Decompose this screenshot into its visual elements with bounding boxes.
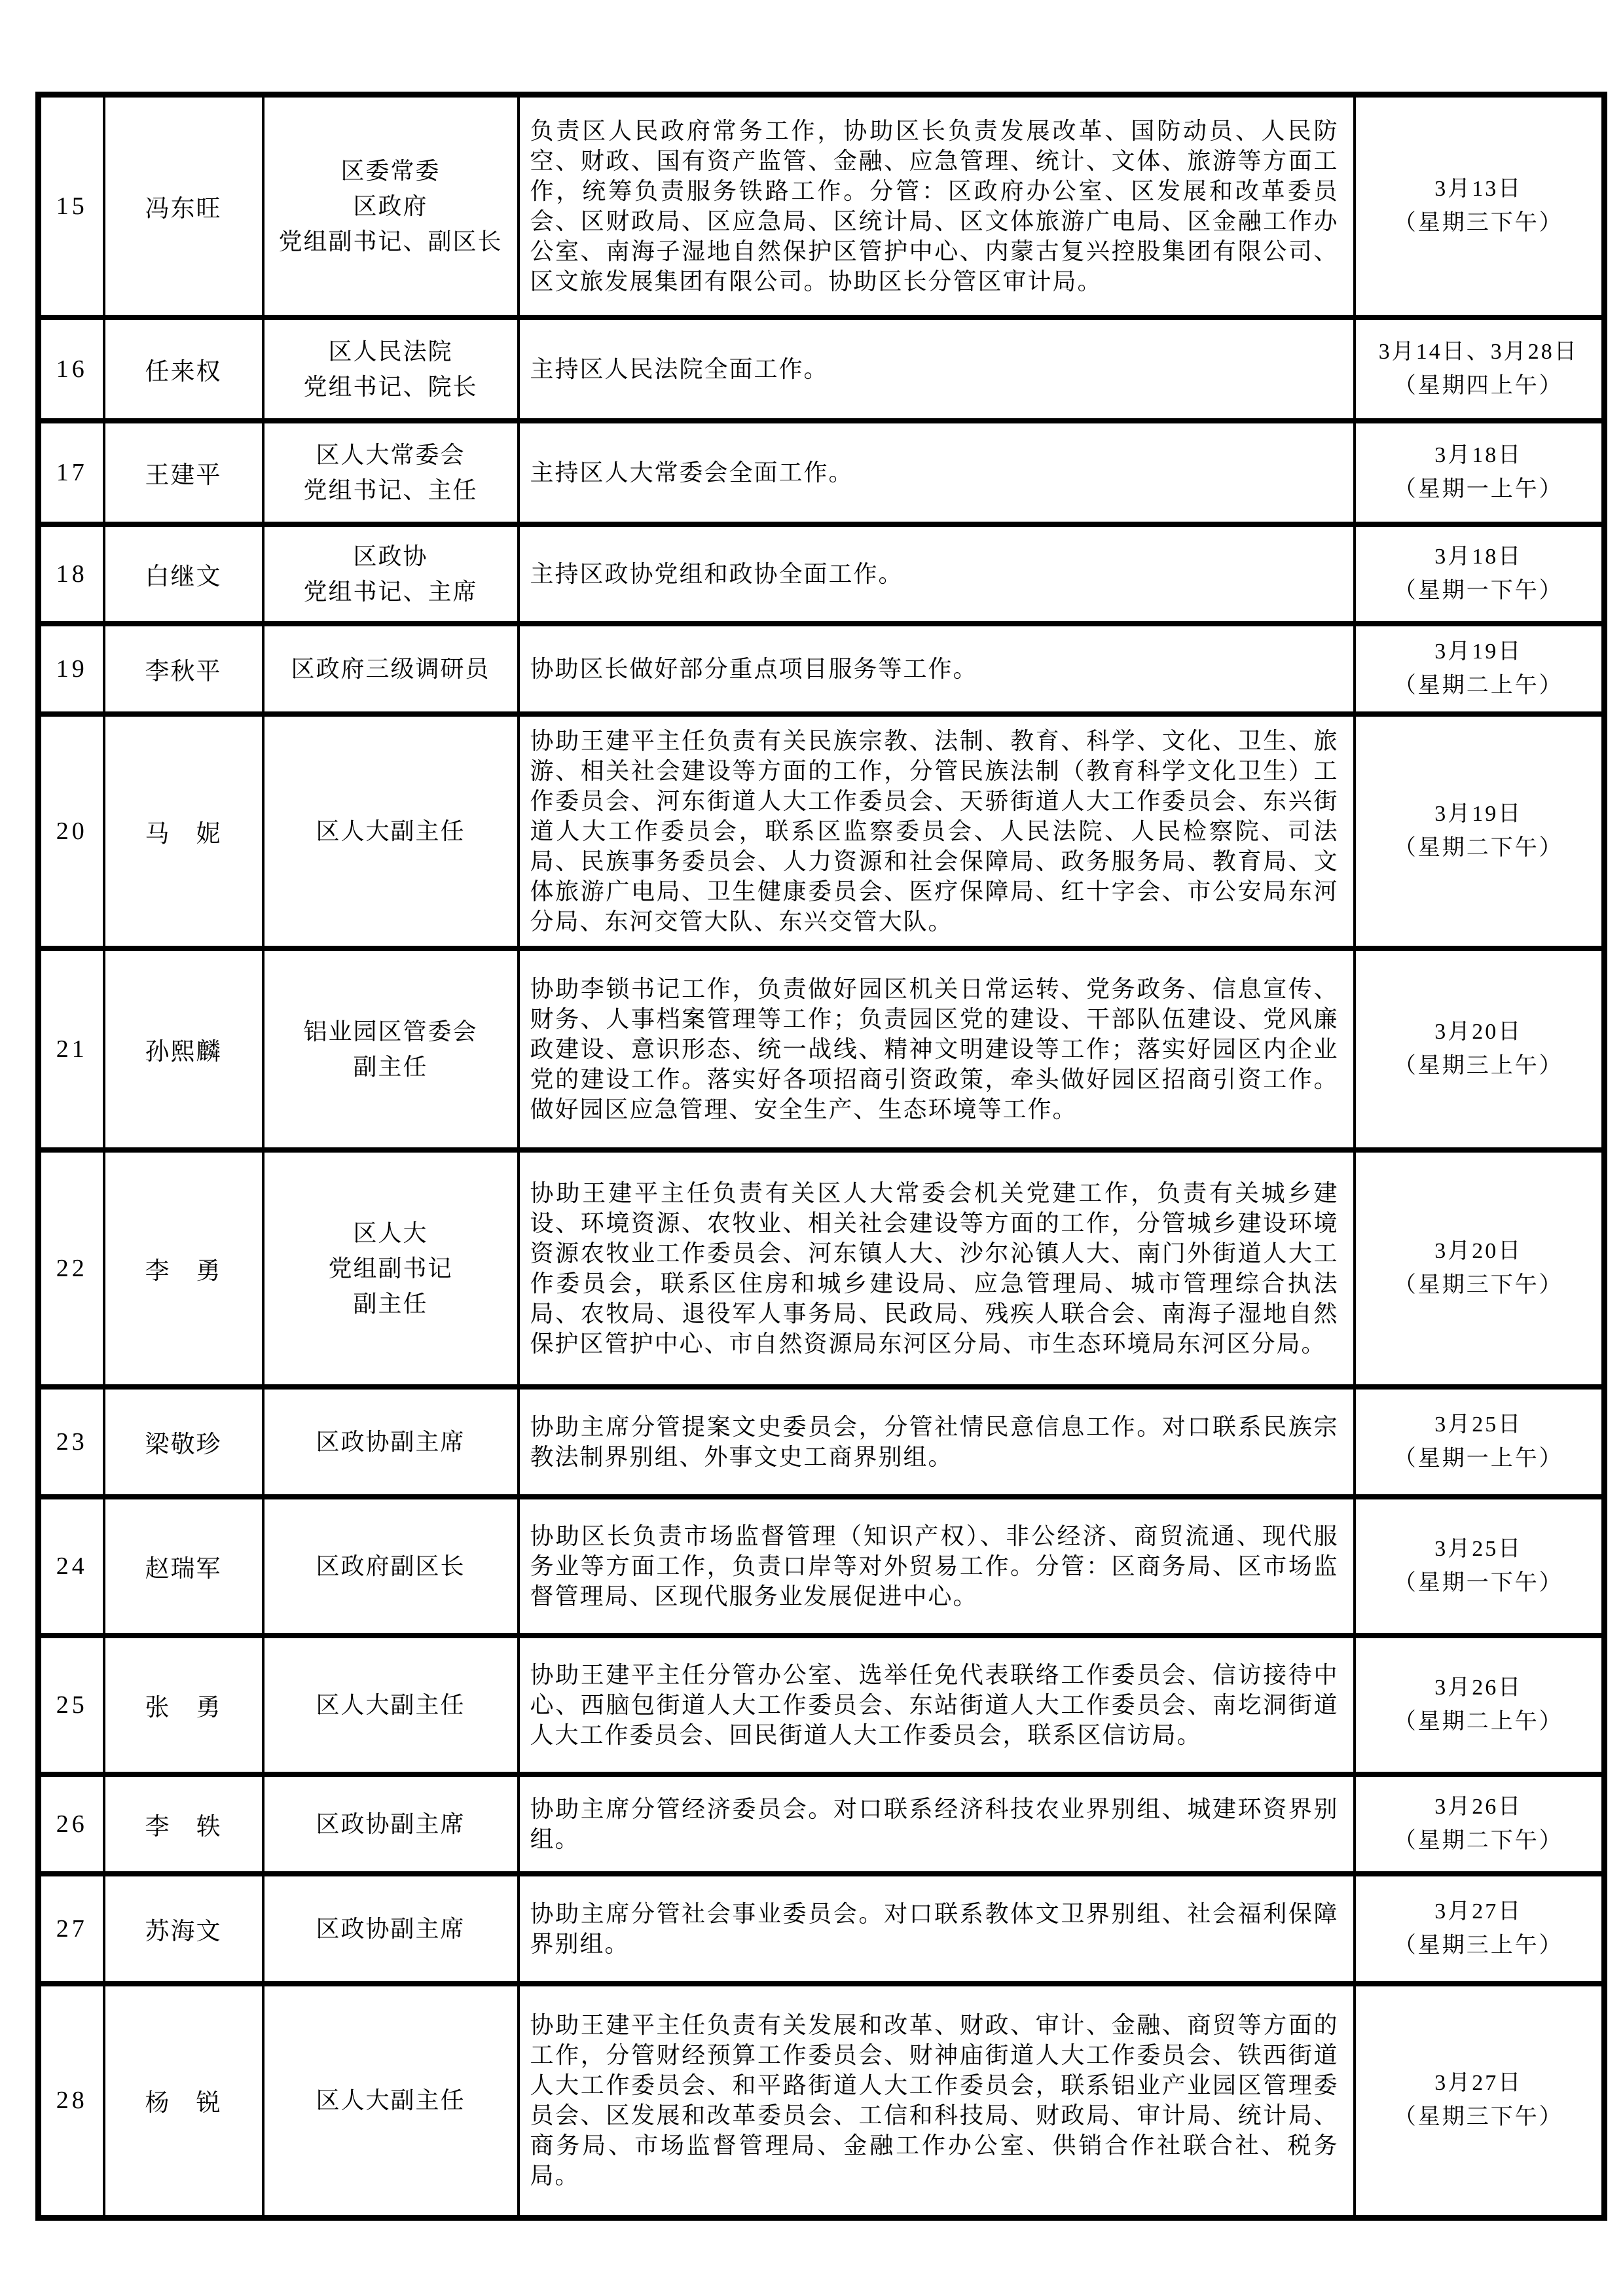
duty-cell: 协助区长负责市场监督管理（知识产权）、非公经济、商贸流通、现代服务业等方面工作，负责口岸等对外贸易工作。分管：区商务局、区市场监督管理局、区现代服务业发展促进中心。: [519, 1497, 1355, 1636]
position-cell: 区委常委 区政府 党组副书记、副区长: [263, 95, 519, 317]
duty-cell: 协助王建平主任分管办公室、选举任免代表联络工作委员会、信访接待中心、西脑包街道人大工作委员会、东站街道人大工作委员会、南圪洞街道人大工作委员会、回民街道人大工作委员会，联系区信访局。: [519, 1636, 1355, 1774]
name-cell: 苏海文: [104, 1874, 263, 1984]
table-row: [39, 1497, 1605, 1636]
position-cell: 区人大副主任: [263, 714, 519, 948]
row-number-cell: 23: [39, 1387, 104, 1497]
date-cell: 3月26日 （星期二下午）: [1355, 1774, 1605, 1874]
row-number-cell: 28: [39, 1984, 104, 2218]
date-cell: 3月20日 （星期三上午）: [1355, 948, 1605, 1150]
row-number-cell: 15: [39, 95, 104, 317]
date-cell: 3月18日 （星期一上午）: [1355, 421, 1605, 524]
row-number-cell: 26: [39, 1774, 104, 1874]
table-body: [39, 95, 1605, 2218]
position-cell: 区人大副主任: [263, 1636, 519, 1774]
name-cell: 冯东旺: [104, 95, 263, 317]
date-cell: 3月14日、3月28日 （星期四上午）: [1355, 317, 1605, 421]
duty-cell: 协助王建平主任负责有关民族宗教、法制、教育、科学、文化、卫生、旅游、相关社会建设等方面的工作，分管民族法制（教育科学文化卫生）工作委员会、河东街道人大工作委员会、天骄街道人大工作委员会、东兴街道人大工作委员会，联系区监察委员会、人民法院、人民检察院、司法局、民族事务委员会、人力资源和社会保障局、政务服务局、教育局、文体旅游广电局、卫生健康委员会、医疗保障局、红十字会、市公安局东河分局、东河交管大队、东兴交管大队。: [519, 714, 1355, 948]
table-row: [39, 524, 1605, 624]
name-cell: 李秋平: [104, 624, 263, 714]
position-cell: 区政协副主席: [263, 1874, 519, 1984]
name-cell: 马 妮: [104, 714, 263, 948]
duty-cell: 主持区政协党组和政协全面工作。: [519, 524, 1355, 624]
row-number-cell: 18: [39, 524, 104, 624]
row-number-cell: 16: [39, 317, 104, 421]
name-cell: 杨 锐: [104, 1984, 263, 2218]
position-cell: 区政协副主席: [263, 1387, 519, 1497]
position-cell: 区人民法院 党组书记、院长: [263, 317, 519, 421]
position-cell: 铝业园区管委会 副主任: [263, 948, 519, 1150]
name-cell: 白继文: [104, 524, 263, 624]
row-number-cell: 25: [39, 1636, 104, 1774]
table-row: [39, 714, 1605, 948]
name-cell: 梁敬珍: [104, 1387, 263, 1497]
row-number-cell: 19: [39, 624, 104, 714]
name-cell: 孙熙麟: [104, 948, 263, 1150]
position-cell: 区政府副区长: [263, 1497, 519, 1636]
table-row: [39, 1636, 1605, 1774]
table-row: [39, 317, 1605, 421]
name-cell: 李 勇: [104, 1150, 263, 1387]
date-cell: 3月27日 （星期三上午）: [1355, 1874, 1605, 1984]
date-cell: 3月20日 （星期三下午）: [1355, 1150, 1605, 1387]
name-cell: 任来权: [104, 317, 263, 421]
row-number-cell: 22: [39, 1150, 104, 1387]
date-cell: 3月19日 （星期二下午）: [1355, 714, 1605, 948]
position-cell: 区政府三级调研员: [263, 624, 519, 714]
name-cell: 张 勇: [104, 1636, 263, 1774]
date-cell: 3月25日 （星期一下午）: [1355, 1497, 1605, 1636]
name-cell: 赵瑞军: [104, 1497, 263, 1636]
duty-cell: 主持区人民法院全面工作。: [519, 317, 1355, 421]
position-cell: 区政协副主席: [263, 1774, 519, 1874]
row-number-cell: 20: [39, 714, 104, 948]
date-cell: 3月18日 （星期一下午）: [1355, 524, 1605, 624]
duty-cell: 主持区人大常委会全面工作。: [519, 421, 1355, 524]
duty-cell: 协助主席分管经济委员会。对口联系经济科技农业界别组、城建环资界别组。: [519, 1774, 1355, 1874]
table-row: [39, 95, 1605, 317]
date-cell: 3月19日 （星期二上午）: [1355, 624, 1605, 714]
name-cell: 李 轶: [104, 1774, 263, 1874]
table-row: [39, 1774, 1605, 1874]
table-row: [39, 1387, 1605, 1497]
name-cell: 王建平: [104, 421, 263, 524]
duty-cell: 协助王建平主任负责有关区人大常委会机关党建工作，负责有关城乡建设、环境资源、农牧业、相关社会建设等方面的工作，分管城乡建设环境资源农牧业工作委员会、河东镇人大、沙尔沁镇人大、南门外街道人大工作委员会，联系区住房和城乡建设局、应急管理局、城市管理综合执法局、农牧局、退役军人事务局、民政局、残疾人联合会、南海子湿地自然保护区管护中心、市自然资源局东河区分局、市生态环境局东河区分局。: [519, 1150, 1355, 1387]
duty-cell: 协助王建平主任负责有关发展和改革、财政、审计、金融、商贸等方面的工作，分管财经预算工作委员会、财神庙街道人大工作委员会、铁西街道人大工作委员会、和平路街道人大工作委员会，联系铝业产业园区管理委员会、区发展和改革委员会、工信和科技局、财政局、审计局、统计局、商务局、市场监督管理局、金融工作办公室、供销合作社联合社、税务局。: [519, 1984, 1355, 2218]
table-row: [39, 1874, 1605, 1984]
table-row: [39, 1984, 1605, 2218]
date-cell: 3月13日 （星期三下午）: [1355, 95, 1605, 317]
table-row: [39, 624, 1605, 714]
date-cell: 3月26日 （星期二上午）: [1355, 1636, 1605, 1774]
duty-cell: 负责区人民政府常务工作，协助区长负责发展改革、国防动员、人民防空、财政、国有资产监管、金融、应急管理、统计、文体、旅游等方面工作，统筹负责服务铁路工作。分管：区政府办公室、区发展和改革委员会、区财政局、区应急局、区统计局、区文体旅游广电局、区金融工作办公室、南海子湿地自然保护区管护中心、内蒙古复兴控股集团有限公司、区文旅发展集团有限公司。协助区长分管区审计局。: [519, 95, 1355, 317]
duty-cell: 协助区长做好部分重点项目服务等工作。: [519, 624, 1355, 714]
row-number-cell: 17: [39, 421, 104, 524]
position-cell: 区人大常委会 党组书记、主任: [263, 421, 519, 524]
date-cell: 3月27日 （星期三下午）: [1355, 1984, 1605, 2218]
row-number-cell: 24: [39, 1497, 104, 1636]
row-number-cell: 27: [39, 1874, 104, 1984]
table-row: [39, 421, 1605, 524]
position-cell: 区政协 党组书记、主席: [263, 524, 519, 624]
table-row: [39, 1150, 1605, 1387]
date-cell: 3月25日 （星期一上午）: [1355, 1387, 1605, 1497]
duty-cell: 协助主席分管提案文史委员会，分管社情民意信息工作。对口联系民族宗教法制界别组、外事文史工商界别组。: [519, 1387, 1355, 1497]
position-cell: 区人大 党组副书记 副主任: [263, 1150, 519, 1387]
duty-cell: 协助主席分管社会事业委员会。对口联系教体文卫界别组、社会福利保障界别组。: [519, 1874, 1355, 1984]
row-number-cell: 21: [39, 948, 104, 1150]
schedule-table: [35, 92, 1607, 2221]
table-row: [39, 948, 1605, 1150]
position-cell: 区人大副主任: [263, 1984, 519, 2218]
duty-cell: 协助李锁书记工作，负责做好园区机关日常运转、党务政务、信息宣传、财务、人事档案管理等工作；负责园区党的建设、干部队伍建设、党风廉政建设、意识形态、统一战线、精神文明建设等工作；落实好园区内企业党的建设工作。落实好各项招商引资政策，牵头做好园区招商引资工作。做好园区应急管理、安全生产、生态环境等工作。: [519, 948, 1355, 1150]
